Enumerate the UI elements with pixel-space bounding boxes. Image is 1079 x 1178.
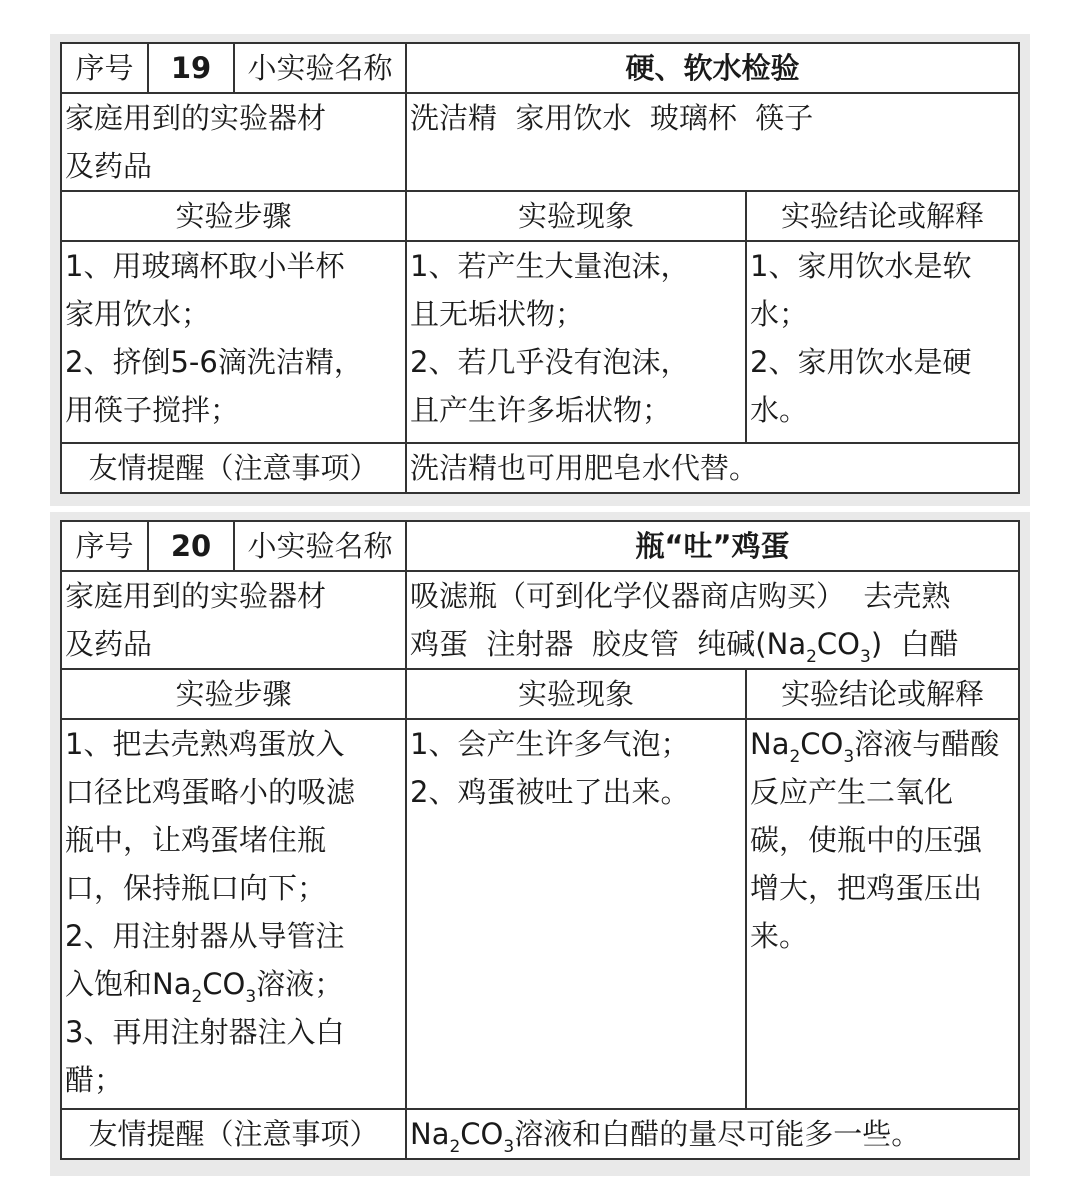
experiment-table-20: [60, 520, 1020, 1160]
phenomena-header: 实验现象: [406, 669, 746, 719]
experiment-table-19: [60, 42, 1020, 494]
experiment-card-20: [50, 512, 1030, 1176]
materials-value: 吸滤瓶（可到化学仪器商店购买） 去壳熟 鸡蛋 注射器 胶皮管 纯碱$(Na_2CO_3)$ 白醋: [406, 571, 1019, 669]
conclusion-cell: $Na_2CO_3$溶液与醋酸 反应产生二氧化 碳，使瓶中的压强 增大，把鸡蛋压出 来。: [746, 719, 1019, 1109]
materials-label: 家庭用到的实验器材 及药品: [61, 93, 406, 191]
experiment-title: 瓶“吐”鸡蛋: [406, 521, 1019, 571]
conclusion-header: 实验结论或解释: [746, 669, 1019, 719]
index-label: 序号: [61, 521, 148, 571]
conclusion-header: 实验结论或解释: [746, 191, 1019, 241]
name-label: 小实验名称: [234, 43, 406, 93]
steps-header: 实验步骤: [61, 191, 406, 241]
materials-value: 洗洁精 家用饮水 玻璃杯 筷子: [406, 93, 1019, 191]
steps-header: 实验步骤: [61, 669, 406, 719]
steps-cell: 1、用玻璃杯取小半杯 家用饮水； 2、挤倒5-6滴洗洁精， 用筷子搅拌；: [61, 241, 406, 443]
reminder-value: $Na_2CO_3$溶液和白醋的量尽可能多一些。: [406, 1109, 1019, 1159]
experiment-number: 20: [148, 521, 234, 571]
reminder-label: 友情提醒（注意事项）: [61, 1109, 406, 1159]
phenomena-cell: 1、若产生大量泡沫， 且无垢状物； 2、若几乎没有泡沫， 且产生许多垢状物；: [406, 241, 746, 443]
experiment-number: 19: [148, 43, 234, 93]
reminder-label: 友情提醒（注意事项）: [61, 443, 406, 493]
phenomena-cell: 1、会产生许多气泡； 2、鸡蛋被吐了出来。: [406, 719, 746, 1109]
reminder-value: 洗洁精也可用肥皂水代替。: [406, 443, 1019, 493]
index-label: 序号: [61, 43, 148, 93]
name-label: 小实验名称: [234, 521, 406, 571]
conclusion-cell: 1、家用饮水是软 水； 2、家用饮水是硬 水。: [746, 241, 1019, 443]
experiment-title: 硬、软水检验: [406, 43, 1019, 93]
materials-label: 家庭用到的实验器材 及药品: [61, 571, 406, 669]
phenomena-header: 实验现象: [406, 191, 746, 241]
steps-cell: 1、把去壳熟鸡蛋放入 口径比鸡蛋略小的吸滤 瓶中，让鸡蛋堵住瓶 口，保持瓶口向下； 2、用注射器从导管注 入饱和$Na_2CO_3$溶液； 3、再用注射器注入白 醋；: [61, 719, 406, 1109]
experiment-card-19: [50, 34, 1030, 506]
